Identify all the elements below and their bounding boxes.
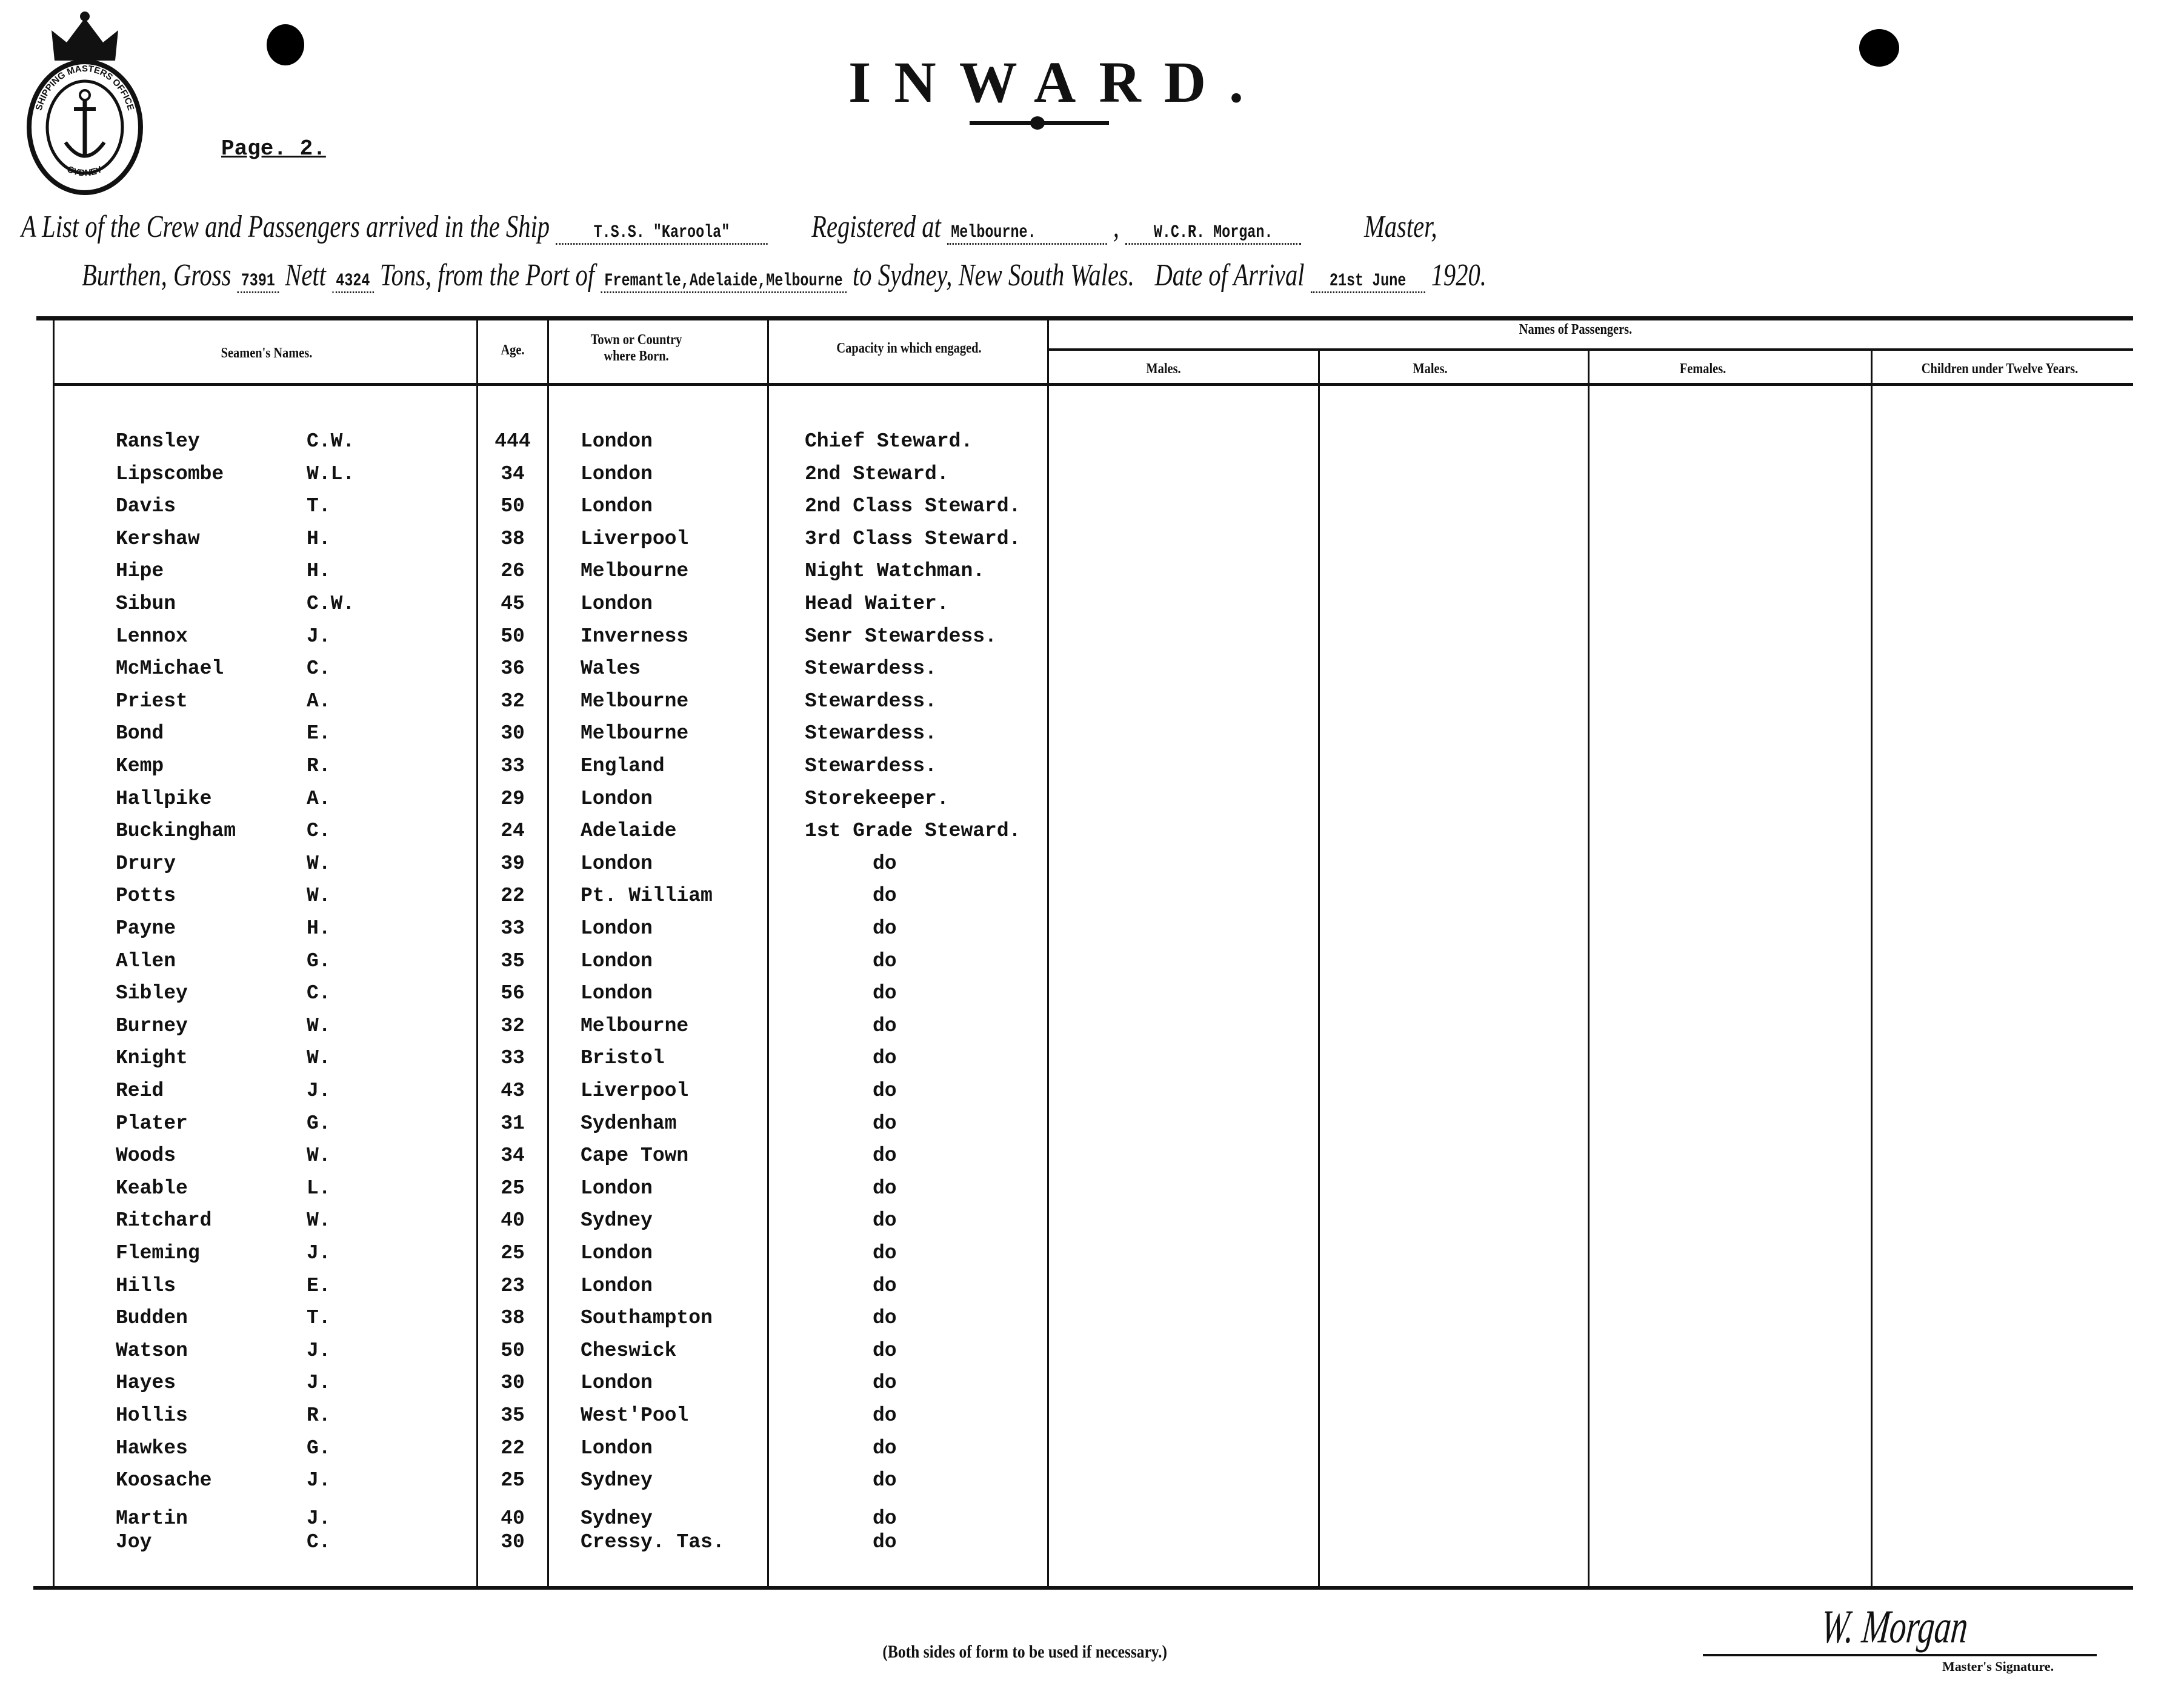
seaman-surname: Martin bbox=[116, 1507, 188, 1530]
capacity-engaged: do bbox=[873, 1274, 897, 1297]
seaman-age: 38 bbox=[501, 1307, 525, 1330]
crew-row bbox=[0, 463, 2184, 493]
seaman-age: 22 bbox=[501, 885, 525, 908]
seaman-surname: Budden bbox=[116, 1307, 188, 1330]
seaman-surname: Fleming bbox=[116, 1242, 200, 1264]
capacity-engaged: do bbox=[873, 1372, 897, 1395]
crew-row bbox=[0, 917, 2184, 948]
seaman-age: 50 bbox=[501, 1339, 525, 1362]
header-children: Children under Twelve Years. bbox=[1921, 361, 2079, 377]
birthplace: Bristol bbox=[581, 1047, 665, 1070]
crew-row bbox=[0, 1177, 2184, 1207]
seaman-surname: Buckingham bbox=[116, 820, 236, 843]
crew-row bbox=[0, 1372, 2184, 1402]
capacity-engaged: Stewardess. bbox=[805, 689, 937, 712]
seaman-age: 45 bbox=[501, 592, 525, 615]
ship-name: T.S.S. "Karoola" bbox=[556, 222, 767, 245]
seaman-initials: W. bbox=[307, 852, 331, 875]
seaman-initials: A. bbox=[307, 787, 331, 810]
capacity-engaged: do bbox=[873, 1339, 897, 1362]
birthplace: London bbox=[581, 1372, 653, 1395]
header-town-born: Town or Country where Born. bbox=[590, 332, 682, 364]
capacity-engaged: 2nd Class Steward. bbox=[805, 495, 1021, 518]
seaman-surname: Reid bbox=[116, 1080, 164, 1102]
seaman-surname: Lipscombe bbox=[116, 462, 224, 485]
birthplace: London bbox=[581, 917, 653, 940]
seaman-surname: Sibun bbox=[116, 592, 176, 615]
crew-row bbox=[0, 560, 2184, 590]
birthplace: Sydney bbox=[581, 1469, 653, 1492]
seaman-surname: Payne bbox=[116, 917, 176, 940]
table-top-border bbox=[36, 316, 2133, 320]
master-label: Master, bbox=[1363, 210, 1437, 244]
seaman-initials: J. bbox=[307, 1242, 331, 1264]
seaman-age: 30 bbox=[501, 722, 525, 745]
crew-row bbox=[0, 1531, 2184, 1561]
birthplace: Melbourne bbox=[581, 1014, 689, 1037]
seaman-surname: Kemp bbox=[116, 755, 164, 777]
seaman-age: 38 bbox=[501, 527, 525, 550]
page-title: INWARD. bbox=[848, 50, 1267, 115]
seaman-age: 24 bbox=[501, 820, 525, 843]
crew-row bbox=[0, 788, 2184, 818]
seaman-age: 40 bbox=[501, 1507, 525, 1530]
seaman-surname: McMichael bbox=[116, 657, 224, 680]
header-males-2: Males. bbox=[1413, 361, 1448, 377]
seaman-surname: Allen bbox=[116, 949, 176, 972]
birthplace: London bbox=[581, 1274, 653, 1297]
seaman-initials: W.L. bbox=[307, 462, 355, 485]
seaman-surname: Knight bbox=[116, 1047, 188, 1070]
seaman-age: 43 bbox=[501, 1080, 525, 1102]
burthen-label: Burthen, Gross bbox=[82, 258, 231, 293]
seaman-age: 50 bbox=[501, 625, 525, 648]
signature-line bbox=[1703, 1654, 2097, 1656]
capacity-engaged: do bbox=[873, 1144, 897, 1167]
seaman-age: 35 bbox=[501, 949, 525, 972]
seaman-initials: C.W. bbox=[307, 430, 355, 453]
gross-tons: 7391 bbox=[238, 271, 279, 293]
seaman-initials: W. bbox=[307, 1014, 331, 1037]
crew-row bbox=[0, 1209, 2184, 1240]
header-age: Age. bbox=[501, 342, 525, 358]
birthplace: Melbourne bbox=[581, 722, 689, 745]
seaman-age: 25 bbox=[501, 1177, 525, 1200]
seaman-age: 31 bbox=[501, 1112, 525, 1135]
crew-row bbox=[0, 1112, 2184, 1143]
page-number: Page. 2. bbox=[221, 136, 326, 161]
passenger-subheader-line bbox=[1047, 348, 2133, 351]
crew-row bbox=[0, 1404, 2184, 1435]
crew-row bbox=[0, 1144, 2184, 1175]
crew-row bbox=[0, 1047, 2184, 1077]
header-females: Females. bbox=[1679, 361, 1726, 377]
seaman-age: 25 bbox=[501, 1469, 525, 1492]
shipping-master-seal-logo bbox=[18, 3, 151, 197]
seaman-initials: R. bbox=[307, 755, 331, 777]
seaman-age: 444 bbox=[494, 430, 531, 453]
seaman-initials: T. bbox=[307, 1307, 331, 1330]
birthplace: Sydney bbox=[581, 1507, 653, 1530]
capacity-engaged: Storekeeper. bbox=[805, 787, 949, 810]
nett-label: Nett bbox=[285, 258, 326, 293]
seaman-age: 34 bbox=[501, 1144, 525, 1167]
birthplace: Inverness bbox=[581, 625, 689, 648]
seaman-age: 33 bbox=[501, 755, 525, 777]
capacity-engaged: do bbox=[873, 1531, 897, 1553]
seaman-age: 26 bbox=[501, 560, 525, 583]
birthplace: London bbox=[581, 787, 653, 810]
seaman-initials: J. bbox=[307, 1469, 331, 1492]
seaman-surname: Hawkes bbox=[116, 1436, 188, 1459]
seaman-surname: Drury bbox=[116, 852, 176, 875]
crew-row bbox=[0, 1242, 2184, 1272]
seaman-surname: Woods bbox=[116, 1144, 176, 1167]
capacity-engaged: do bbox=[873, 885, 897, 908]
seaman-initials: C. bbox=[307, 820, 331, 843]
seaman-initials: W. bbox=[307, 1144, 331, 1167]
header-capacity: Capacity in which engaged. bbox=[836, 340, 982, 356]
header-males-1: Males. bbox=[1146, 361, 1181, 377]
seaman-age: 25 bbox=[501, 1242, 525, 1264]
crew-row bbox=[0, 722, 2184, 752]
capacity-engaged: do bbox=[873, 1507, 897, 1530]
arrival-year: 1920. bbox=[1431, 258, 1487, 293]
capacity-engaged: 1st Grade Steward. bbox=[805, 820, 1021, 843]
capacity-engaged: Night Watchman. bbox=[805, 560, 985, 583]
registered-label: Registered at bbox=[811, 210, 941, 244]
crew-row bbox=[0, 1469, 2184, 1499]
footer-note: (Both sides of form to be used if necessary.) bbox=[882, 1642, 1168, 1662]
master-signature: W. Morgan bbox=[1819, 1600, 1971, 1653]
birthplace: London bbox=[581, 462, 653, 485]
birthplace: Cheswick bbox=[581, 1339, 677, 1362]
seaman-initials: J. bbox=[307, 1339, 331, 1362]
arrival-date: 21st June bbox=[1311, 271, 1425, 293]
birthplace: Cape Town bbox=[581, 1144, 689, 1167]
seaman-surname: Potts bbox=[116, 885, 176, 908]
seaman-initials: T. bbox=[307, 495, 331, 518]
birthplace: London bbox=[581, 592, 653, 615]
birthplace: Southampton bbox=[581, 1307, 713, 1330]
seaman-initials: W. bbox=[307, 885, 331, 908]
header-passengers: Names of Passengers. bbox=[1519, 322, 1633, 337]
seaman-surname: Watson bbox=[116, 1339, 188, 1362]
tons-label: Tons, from the Port of bbox=[379, 258, 595, 293]
seaman-surname: Ritchard bbox=[116, 1209, 212, 1232]
capacity-engaged: Stewardess. bbox=[805, 657, 937, 680]
punch-hole bbox=[267, 24, 304, 65]
capacity-engaged: Senr Stewardess. bbox=[805, 625, 997, 648]
birthplace: Sydenham bbox=[581, 1112, 677, 1135]
seaman-initials: H. bbox=[307, 527, 331, 550]
crew-row bbox=[0, 1307, 2184, 1337]
seaman-age: 56 bbox=[501, 982, 525, 1005]
seaman-initials: A. bbox=[307, 689, 331, 712]
capacity-engaged: do bbox=[873, 1436, 897, 1459]
capacity-engaged: Chief Steward. bbox=[805, 430, 973, 453]
list-heading-text: A List of the Crew and Passengers arrived in the Ship bbox=[21, 210, 550, 244]
birthplace: Melbourne bbox=[581, 560, 689, 583]
seaman-surname: Joy bbox=[116, 1531, 152, 1553]
crew-row bbox=[0, 820, 2184, 850]
birthplace: London bbox=[581, 1177, 653, 1200]
crew-row bbox=[0, 690, 2184, 720]
seaman-age: 29 bbox=[501, 787, 525, 810]
punch-hole bbox=[1859, 29, 1899, 67]
seaman-age: 23 bbox=[501, 1274, 525, 1297]
crew-row bbox=[0, 430, 2184, 460]
seaman-initials: G. bbox=[307, 1436, 331, 1459]
seaman-surname: Lennox bbox=[116, 625, 188, 648]
seaman-initials: J. bbox=[307, 625, 331, 648]
crew-row bbox=[0, 755, 2184, 785]
seaman-initials: C. bbox=[307, 657, 331, 680]
crew-row bbox=[0, 592, 2184, 623]
arrival-label: Date of Arrival bbox=[1154, 258, 1305, 293]
capacity-engaged: do bbox=[873, 1307, 897, 1330]
capacity-engaged: do bbox=[873, 852, 897, 875]
seaman-initials: E. bbox=[307, 722, 331, 745]
seaman-surname: Plater bbox=[116, 1112, 188, 1135]
birthplace: Cressy. Tas. bbox=[581, 1531, 725, 1553]
birthplace: Liverpool bbox=[581, 1080, 689, 1102]
seaman-age: 36 bbox=[501, 657, 525, 680]
seaman-surname: Hills bbox=[116, 1274, 176, 1297]
capacity-engaged: Head Waiter. bbox=[805, 592, 949, 615]
capacity-engaged: do bbox=[873, 917, 897, 940]
seaman-age: 35 bbox=[501, 1404, 525, 1427]
seaman-initials: J. bbox=[307, 1372, 331, 1395]
seaman-initials: H. bbox=[307, 560, 331, 583]
seaman-age: 39 bbox=[501, 852, 525, 875]
birthplace: West'Pool bbox=[581, 1404, 689, 1427]
birthplace: Wales bbox=[581, 657, 641, 680]
seaman-age: 30 bbox=[501, 1372, 525, 1395]
seaman-surname: Keable bbox=[116, 1177, 188, 1200]
crew-row bbox=[0, 528, 2184, 558]
birthplace: Melbourne bbox=[581, 689, 689, 712]
capacity-engaged: Stewardess. bbox=[805, 722, 937, 745]
crew-row bbox=[0, 1015, 2184, 1045]
seaman-surname: Hipe bbox=[116, 560, 164, 583]
capacity-engaged: do bbox=[873, 1112, 897, 1135]
seaman-initials: W. bbox=[307, 1047, 331, 1070]
birthplace: London bbox=[581, 982, 653, 1005]
nett-tons: 4324 bbox=[332, 271, 374, 293]
seaman-age: 32 bbox=[501, 1014, 525, 1037]
seaman-surname: Hallpike bbox=[116, 787, 212, 810]
seaman-initials: E. bbox=[307, 1274, 331, 1297]
birthplace: Liverpool bbox=[581, 527, 689, 550]
destination-text: to Sydney, New South Wales. bbox=[853, 258, 1134, 293]
crew-row bbox=[0, 1437, 2184, 1467]
capacity-engaged: do bbox=[873, 949, 897, 972]
seaman-surname: Kershaw bbox=[116, 527, 200, 550]
seaman-initials: J. bbox=[307, 1507, 331, 1530]
seaman-surname: Hayes bbox=[116, 1372, 176, 1395]
crew-row bbox=[0, 495, 2184, 525]
svg-text:SYDNEY: SYDNEY bbox=[65, 164, 104, 179]
seaman-initials: G. bbox=[307, 949, 331, 972]
seaman-surname: Priest bbox=[116, 689, 188, 712]
seaman-initials: G. bbox=[307, 1112, 331, 1135]
header-line-voyage bbox=[82, 257, 1487, 293]
capacity-engaged: do bbox=[873, 1080, 897, 1102]
capacity-engaged: do bbox=[873, 1469, 897, 1492]
seaman-surname: Burney bbox=[116, 1014, 188, 1037]
crew-row bbox=[0, 657, 2184, 688]
birthplace: London bbox=[581, 1436, 653, 1459]
header-line-ship: A List of the Crew and Passengers arrived in the Ship T.S.S. "Karoola" Registered at Melbourne. , W.C.R. Morgan. Master, bbox=[21, 210, 1437, 244]
seaman-initials: L. bbox=[307, 1177, 331, 1200]
birthplace: London bbox=[581, 852, 653, 875]
birthplace: London bbox=[581, 430, 653, 453]
seaman-initials: J. bbox=[307, 1080, 331, 1102]
capacity-engaged: do bbox=[873, 1177, 897, 1200]
birthplace: Sydney bbox=[581, 1209, 653, 1232]
registered-port: Melbourne. bbox=[947, 222, 1107, 245]
crew-row bbox=[0, 1080, 2184, 1110]
birthplace: London bbox=[581, 495, 653, 518]
birthplace: Pt. William bbox=[581, 885, 713, 908]
seaman-surname: Ransley bbox=[116, 430, 200, 453]
seaman-age: 34 bbox=[501, 462, 525, 485]
seaman-age: 50 bbox=[501, 495, 525, 518]
crew-row bbox=[0, 1339, 2184, 1370]
seaman-initials: C. bbox=[307, 982, 331, 1005]
master-name: W.C.R. Morgan. bbox=[1125, 222, 1301, 245]
birthplace: London bbox=[581, 1242, 653, 1264]
seaman-age: 33 bbox=[501, 917, 525, 940]
capacity-engaged: do bbox=[873, 1047, 897, 1070]
capacity-engaged: 3rd Class Steward. bbox=[805, 527, 1021, 550]
header-bottom-line bbox=[53, 383, 2133, 386]
seaman-age: 32 bbox=[501, 689, 525, 712]
birthplace: Adelaide bbox=[581, 820, 677, 843]
crew-row bbox=[0, 625, 2184, 656]
seaman-age: 30 bbox=[501, 1531, 525, 1553]
seaman-surname: Koosache bbox=[116, 1469, 212, 1492]
capacity-engaged: do bbox=[873, 1209, 897, 1232]
crew-row bbox=[0, 982, 2184, 1012]
capacity-engaged: do bbox=[873, 1014, 897, 1037]
capacity-engaged: Stewardess. bbox=[805, 755, 937, 777]
seaman-surname: Hollis bbox=[116, 1404, 188, 1427]
crew-row bbox=[0, 950, 2184, 980]
seaman-initials: H. bbox=[307, 917, 331, 940]
title-ornament-divider bbox=[970, 121, 1109, 125]
seaman-initials: R. bbox=[307, 1404, 331, 1427]
seaman-surname: Sibley bbox=[116, 982, 188, 1005]
capacity-engaged: 2nd Steward. bbox=[805, 462, 949, 485]
seaman-initials: C.W. bbox=[307, 592, 355, 615]
seaman-surname: Bond bbox=[116, 722, 164, 745]
crew-row bbox=[0, 1275, 2184, 1305]
seaman-initials: W. bbox=[307, 1209, 331, 1232]
seaman-initials: C. bbox=[307, 1531, 331, 1553]
seaman-age: 22 bbox=[501, 1436, 525, 1459]
svg-text:SHIPPING MASTERS OFFICE: SHIPPING MASTERS OFFICE bbox=[33, 64, 136, 112]
capacity-engaged: do bbox=[873, 982, 897, 1005]
signature-label: Master's Signature. bbox=[1942, 1659, 2054, 1674]
from-ports: Fremantle,Adelaide,Melbourne bbox=[601, 271, 847, 293]
table-bottom-border bbox=[33, 1586, 2133, 1590]
seaman-age: 33 bbox=[501, 1047, 525, 1070]
header-seamens-names: Seamen's Names. bbox=[221, 345, 313, 361]
capacity-engaged: do bbox=[873, 1404, 897, 1427]
seaman-surname: Davis bbox=[116, 495, 176, 518]
capacity-engaged: do bbox=[873, 1242, 897, 1264]
crew-row bbox=[0, 885, 2184, 915]
birthplace: London bbox=[581, 949, 653, 972]
seaman-age: 40 bbox=[501, 1209, 525, 1232]
birthplace: England bbox=[581, 755, 665, 777]
crew-row bbox=[0, 852, 2184, 883]
